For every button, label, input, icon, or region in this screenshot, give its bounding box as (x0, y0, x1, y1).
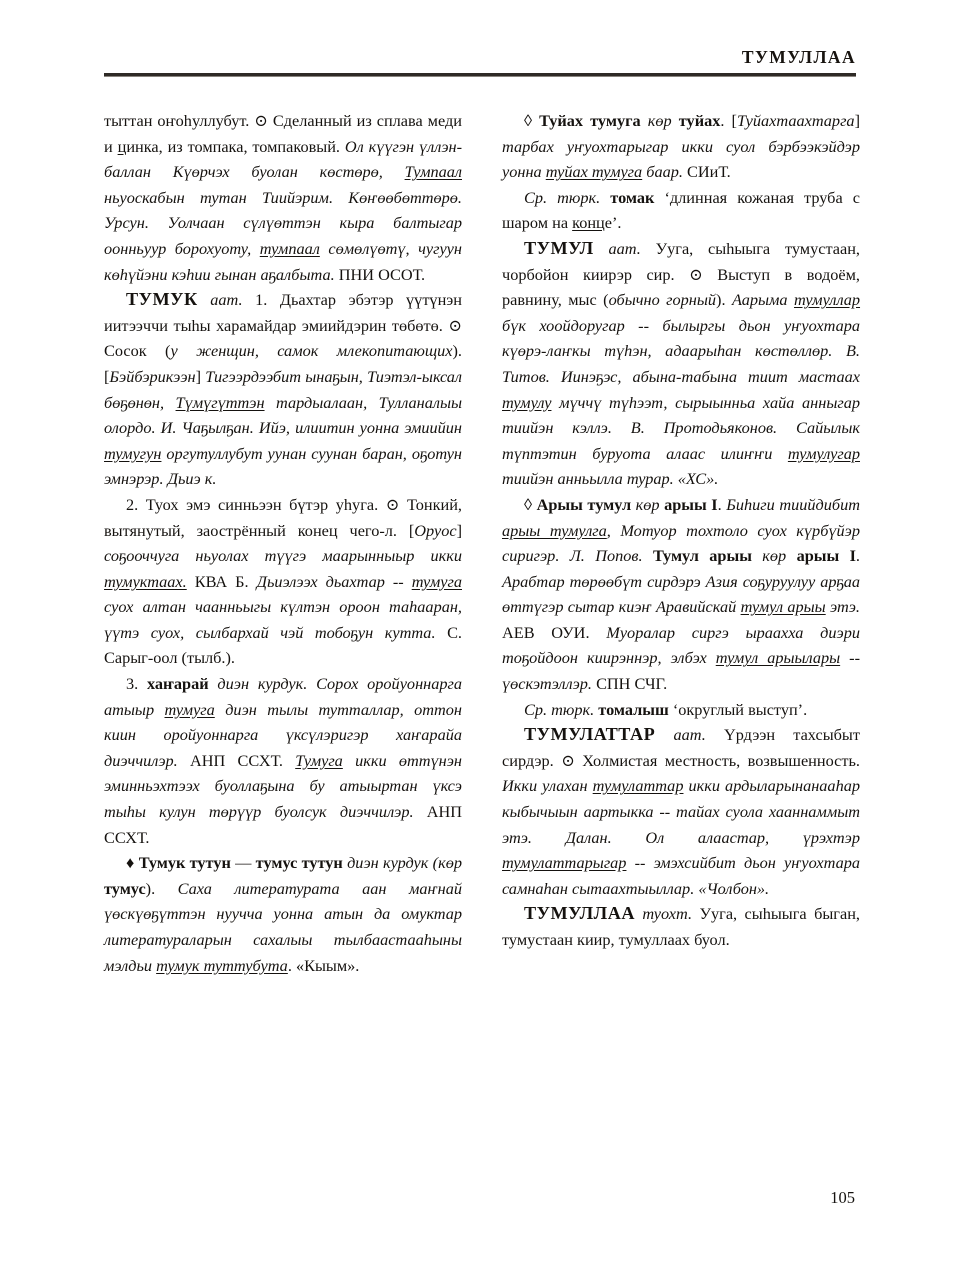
headword: ТУМУЛЛАА (524, 903, 635, 924)
text-run: АНП ССХТ. (189, 750, 296, 770)
text-run: диэн курдук. Сорох оройуоннарга атыыр (104, 674, 462, 719)
text-run: ⊙ (689, 264, 703, 284)
text-run: Арабтар төрөөбүт сирдэрэ Азия соҕуруулуу арҕаа өттүгэр сытар киэҥ Аравийскай (502, 571, 860, 617)
text-run: арыы I (796, 546, 856, 566)
text-run: диэн курдук (көр (342, 853, 462, 873)
text-run: ⊙ (385, 494, 400, 514)
page-number: 105 (830, 1188, 855, 1207)
phrase-paragraph (502, 108, 860, 185)
text-columns (104, 108, 860, 1168)
text-run: Түмүгүттэн (175, 392, 265, 412)
phrase-paragraph (502, 492, 860, 697)
text-run: . (855, 546, 860, 566)
text-run: , Мотуор тохтоло суох күрбүйэр сиригэр. Л. Попов. (502, 520, 860, 566)
sense-number: 1. (255, 290, 280, 310)
text-run: ). [ (104, 341, 462, 386)
headword: ТУМУЛАТТАР (524, 724, 656, 745)
text-run: . [ (720, 111, 737, 130)
text-run: тиийэн анньылла турар. «ХС». (502, 469, 719, 489)
text-run: диэн тылы тутталлар, оттон киин оройуоннарга үксүлэригэр хаҥарайа диэччилэр. (104, 699, 462, 770)
column-right (502, 108, 860, 1168)
text-run: СПН СЧГ. (596, 674, 668, 694)
text-run: оргутуллубут уунан суунан баран, оҕотун эмнэрэр. Дьиэ к. (104, 443, 462, 489)
sense-number: 2. (126, 494, 146, 514)
headword: ТУМУК (126, 289, 198, 310)
text-run: ц (117, 136, 127, 156)
text-run: тумус тутун (255, 853, 343, 873)
text-run: тумулу (502, 392, 552, 412)
text-run: ⊙ (561, 750, 575, 770)
text-run: Туйах тумуга (539, 111, 641, 130)
text-run: у женщин, самок млекопитающих (170, 341, 453, 361)
text-run: Икки улахан (502, 776, 593, 796)
text-run: көр (640, 111, 679, 130)
text-run: Үрдээн тахсыбыт сирдэр. (502, 725, 860, 770)
text-run: Муоралар сиргэ ыраахха диэри тоҕойдоон киирэннэр, элбэх (502, 622, 861, 668)
text-run: тумпаал (259, 238, 320, 258)
text-run: томак (610, 187, 655, 207)
text-run: тарбах уҥуохтарыгар икки суол бэрбээкэйдэр уонна (502, 136, 860, 182)
headword: ТУМУЛ (524, 237, 594, 258)
text-run: Дьиэлээх дьахтар -- (256, 571, 412, 591)
text-run: тумуллар (794, 290, 861, 310)
text-run: Аарыма (732, 290, 794, 310)
text-run: баар. (642, 162, 688, 182)
text-run: икки өттүнэн эминньэхтээх буоллаҕына бу атыыртан үксэ тыһы кулун төрүүр буолсук диэччилэр. (104, 750, 462, 822)
part-of-speech: туохт. (642, 904, 700, 924)
text-run: тумуктаах. (104, 571, 187, 591)
text-run: обычно горный (608, 290, 717, 310)
text-run: Ууга, сыһыыга тумустаан, чорбойон киирэр сир. (502, 238, 860, 284)
running-head (104, 48, 856, 77)
text-run: Саха литературата аан маҥнай үөскүөҕүттэн нуучча уонна атын да омуктар литератураларын сахалыы тылбаастааһыны мэлдьи (104, 878, 462, 975)
text-run: тумулугар (787, 443, 860, 463)
text-run: тумул арыылары (715, 648, 841, 668)
text-run: Тумул арыы (652, 546, 752, 566)
text-run: Сосок ( (104, 341, 171, 361)
text-run: туйах тумуга (545, 162, 643, 182)
entry-entry-tumullaa (502, 901, 860, 952)
text-run: Арыы тумул (536, 494, 632, 514)
text-run: СИиТ. (687, 162, 731, 182)
text-run: Тумпаал (404, 162, 462, 182)
sense-paragraph (104, 492, 462, 671)
text-run: Тумук тутун (138, 853, 231, 873)
paragraph-continuation (104, 108, 462, 287)
part-of-speech: аат. (673, 725, 724, 745)
text-run: Ср. тюрк. (524, 187, 601, 207)
text-run: тыттан оҥоһуллубут. (104, 111, 255, 130)
comparison-paragraph (502, 185, 860, 236)
text-run: тумуга (164, 699, 215, 719)
text-run: этэ. (825, 597, 860, 617)
text-run: хаҥарай (146, 674, 209, 694)
text-run: Бэйбэрикээн (109, 366, 196, 386)
text-run: Ср. тюрк. (524, 699, 595, 719)
sense-number: 3. (126, 674, 147, 694)
entry-entry-tumulattar (502, 722, 860, 901)
text-run: инка, из томпака, томпаковый. (126, 136, 345, 156)
sense-paragraph (104, 671, 462, 850)
text-run: КВА Б. (186, 571, 257, 591)
text-run: ньуоскабын тутан Тиийэрим. Көҥөөбөттөрө. Урсун. Уолчаан сүлүөттэн кыра балтыгар оонньуур борохуоту, (104, 187, 462, 258)
text-run: ПНИ ОСОТ. (338, 264, 426, 284)
text-run: тумук туттубута (156, 955, 288, 975)
text-run: ] (456, 520, 462, 540)
text-run: С. Сарыг-оол (тылб.). (104, 622, 462, 668)
spacer (594, 239, 609, 258)
phrase-marker-icon: ♦ (126, 853, 139, 873)
phrase-paragraph (104, 850, 462, 978)
text-run: АНП ССХТ. (104, 802, 462, 847)
text-run: суох алтан чаанньыгы күлтэн ороон таһааран, үүтэ суох, сылбархай чэй тобоҕун кутта. (104, 597, 462, 642)
text-run: ] (195, 366, 206, 386)
text-run: Оруос (414, 520, 457, 540)
text-run: ). (716, 290, 732, 310)
running-head-title: ТУМУЛЛАА (741, 47, 856, 67)
comparison-paragraph (502, 697, 860, 723)
text-run: мүччү түһээт, сырыынньа хайа анныгар тиийэн кэллэ. В. Протодьяконов. Сайылык түптэтин буруота алаас илиҥҥи (502, 392, 860, 463)
text-run: томалыш (598, 699, 669, 719)
text-run: ] (854, 111, 860, 130)
entry-entry-tumul (502, 236, 860, 492)
text-run: Биһиги тиийдибит (726, 494, 861, 514)
phrase-marker-icon: ◊ (524, 494, 537, 514)
text-run: ⊙ (254, 111, 268, 130)
spacer (198, 290, 211, 309)
text-run: икки ардыларынанааһар кыбычыын аартыкка -- тайах суола хааннаммыт этэ. Далан. Ол алаастар, үрэхтэр (502, 776, 860, 847)
column-left (104, 108, 462, 1168)
text-run: туйах (678, 111, 721, 130)
text-run: Тумуга (295, 750, 343, 770)
text-run: соҕооччуга ньуолах түүгэ маарынныыр икки (104, 546, 462, 566)
text-run: тардыалаан, Тулланалыы олордо. И. Чаҕылҕан. Ийэ, илиитин уонна эмиийин (104, 392, 463, 438)
text-run: ‘округлый выступ’. (668, 699, 808, 719)
text-run: Тонкий, вытянутый, заострённый конец чего-л. [ (104, 494, 462, 540)
text-run: тумулаттарыгар (502, 853, 627, 873)
spacer (655, 725, 673, 744)
text-run: конц (572, 213, 605, 233)
text-run: ‘длинная кожаная труба с шаром на (502, 187, 860, 233)
text-run: -- үөскэтэллэр. (502, 648, 860, 694)
text-run: ). (145, 878, 178, 898)
text-run: Выступ в водоём, равнину, мыс ( (502, 264, 860, 310)
part-of-speech: аат. (210, 290, 256, 310)
text-run: . (717, 494, 727, 514)
text-run: Тигээрдээбит ынаҕын, Тиэтэл-ыксал бөҕөнөн, (104, 366, 463, 412)
text-run: Туйахтаахтарга (736, 111, 855, 130)
text-run: тумугун (104, 443, 162, 463)
text-run: Ууга, сыһыыга быган, тумустаан киир, тумуллаах буол. (502, 904, 860, 949)
text-run: е’. (604, 213, 622, 233)
text-run: . «Кыым». (287, 955, 360, 975)
text-run: тумус (104, 878, 146, 898)
phrase-marker-icon: ◊ (524, 111, 540, 130)
text-run: -- эмэхсийбит дьон уҥуохтара самнаһан сытаахтыыллар. «Чолбон». (502, 853, 860, 898)
text-run: Дьахтар эбэтэр үүтүнэн иитээччи тыһы харамайдар эмиийдэрин төбөтө. (104, 290, 462, 335)
text-run: сөмөлүөтү, чугуун көһүйэни кэһии гынан аҕалбыта. (104, 238, 462, 284)
text-run: арыы I (664, 494, 718, 514)
text-run: бүк хоойдоругар -- былыргы дьон уҥуохтара күөрэ-лаҥкы түһэн, адаарыһан көстөллөр. В. Титов. Иинэҕэс, абына-табына тиит мастаах (502, 315, 860, 386)
text-run: көр (631, 494, 665, 514)
entry-entry-tumuk (104, 287, 462, 492)
text-run: тумулаттар (592, 776, 684, 796)
text-run: АЕВ ОУИ. (502, 622, 607, 642)
text-run: көр (751, 546, 797, 566)
text-run (600, 188, 610, 207)
text-run: тумул арыы (740, 597, 826, 617)
text-run: ⊙ (448, 315, 462, 335)
text-run: Ол күүгэн үллэн-баллан Күөрчэх буолан көстөрө, (104, 136, 462, 182)
part-of-speech: аат. (608, 238, 656, 258)
text-run: Туох эмэ синньээн бүтэр уһуга. (145, 494, 386, 514)
text-run: Холмистая местность, возвышенность. (574, 750, 860, 770)
text-run: — (230, 853, 256, 873)
text-run: арыы тумулга (502, 520, 607, 540)
text-run: тумуга (411, 571, 462, 591)
header-rule (104, 73, 856, 77)
text-run: Сделанный из сплава меди и (104, 111, 462, 156)
